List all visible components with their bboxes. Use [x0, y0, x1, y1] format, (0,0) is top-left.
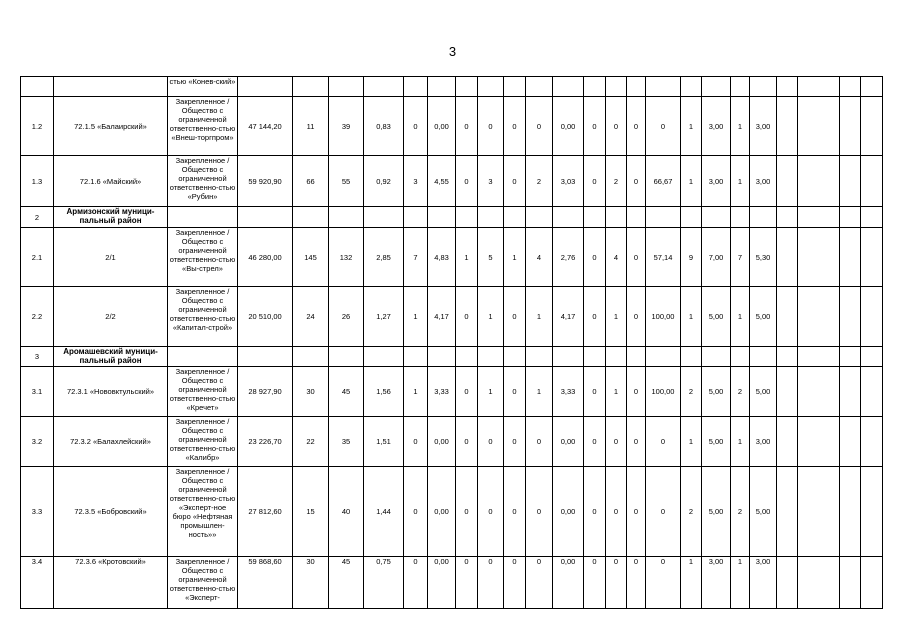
value-cell — [526, 347, 553, 367]
value-cell — [798, 557, 840, 609]
lease-type-cell: Закрепленное / Общество с ограниченной ответственно-стью «Вы-стрел» — [168, 228, 238, 287]
value-cell — [681, 207, 702, 228]
table-row — [21, 97, 883, 156]
value-cell — [861, 97, 883, 156]
value-cell: 0,00 — [428, 557, 456, 609]
value-cell: 26 — [329, 287, 364, 347]
value-cell: 0 — [504, 97, 526, 156]
value-cell: 1 — [681, 156, 702, 207]
value-cell — [238, 347, 293, 367]
value-cell: 1 — [606, 287, 627, 347]
value-cell — [750, 77, 777, 97]
value-cell: 2 — [606, 156, 627, 207]
value-cell — [840, 228, 861, 287]
value-cell — [777, 287, 798, 347]
value-cell — [861, 77, 883, 97]
value-cell: 1,27 — [364, 287, 404, 347]
row-number-cell: 3.4 — [21, 557, 54, 609]
name-cell: 72.3.6 «Кротовский» — [54, 557, 168, 609]
name-cell: Аромашевский муници-пальный район — [54, 347, 168, 367]
value-cell: 7 — [731, 228, 750, 287]
value-cell: 1 — [526, 287, 553, 347]
value-cell: 1 — [504, 228, 526, 287]
value-cell: 2 — [681, 367, 702, 417]
value-cell — [798, 156, 840, 207]
value-cell — [456, 347, 478, 367]
value-cell: 1 — [526, 367, 553, 417]
page-number: 3 — [448, 44, 457, 59]
value-cell: 0 — [627, 228, 646, 287]
value-cell: 0 — [504, 417, 526, 467]
value-cell: 0 — [627, 367, 646, 417]
value-cell: 55 — [329, 156, 364, 207]
value-cell — [504, 77, 526, 97]
value-cell — [702, 347, 731, 367]
value-cell — [627, 347, 646, 367]
lease-type-cell: Закрепленное / Общество с ограниченной ответственно-стью «Внеш-торгпром» — [168, 97, 238, 156]
value-cell: 3,00 — [702, 97, 731, 156]
lease-type-cell: Закрепленное / Общество с ограниченной ответственно-стью «Калибр» — [168, 417, 238, 467]
value-cell: 5,00 — [750, 467, 777, 557]
value-cell: 1,56 — [364, 367, 404, 417]
value-cell — [798, 207, 840, 228]
value-cell — [731, 77, 750, 97]
value-cell: 0 — [584, 287, 606, 347]
value-cell: 0 — [584, 156, 606, 207]
value-cell: 5,00 — [702, 367, 731, 417]
name-cell: Армизонский муници-пальный район — [54, 207, 168, 228]
value-cell — [606, 207, 627, 228]
value-cell: 0,00 — [553, 557, 584, 609]
value-cell — [840, 77, 861, 97]
value-cell: 0,75 — [364, 557, 404, 609]
value-cell: 24 — [293, 287, 329, 347]
value-cell: 2,76 — [553, 228, 584, 287]
value-cell: 100,00 — [646, 367, 681, 417]
value-cell: 0 — [646, 417, 681, 467]
value-cell — [606, 77, 627, 97]
value-cell: 0 — [456, 467, 478, 557]
table-row — [21, 557, 883, 609]
value-cell: 1 — [681, 97, 702, 156]
value-cell — [798, 77, 840, 97]
value-cell — [553, 77, 584, 97]
value-cell: 45 — [329, 557, 364, 609]
value-cell — [478, 347, 504, 367]
value-cell: 2 — [731, 367, 750, 417]
value-cell: 0 — [404, 417, 428, 467]
value-cell: 3,00 — [750, 557, 777, 609]
row-number-cell: 3.3 — [21, 467, 54, 557]
value-cell: 4 — [526, 228, 553, 287]
lease-type-cell: стью «Конев-ский» — [168, 77, 238, 97]
value-cell — [584, 347, 606, 367]
value-cell: 0 — [646, 557, 681, 609]
value-cell — [293, 77, 329, 97]
value-cell: 1,44 — [364, 467, 404, 557]
value-cell — [798, 228, 840, 287]
name-cell: 72.1.5 «Балаирский» — [54, 97, 168, 156]
value-cell: 132 — [329, 228, 364, 287]
value-cell: 0 — [584, 417, 606, 467]
lease-type-cell — [168, 347, 238, 367]
value-cell — [428, 207, 456, 228]
value-cell — [798, 367, 840, 417]
value-cell: 3 — [404, 156, 428, 207]
name-cell — [54, 77, 168, 97]
value-cell: 23 226,70 — [238, 417, 293, 467]
value-cell — [777, 557, 798, 609]
value-cell: 5,30 — [750, 228, 777, 287]
value-cell: 7,00 — [702, 228, 731, 287]
value-cell — [584, 77, 606, 97]
value-cell — [861, 467, 883, 557]
value-cell: 0 — [456, 557, 478, 609]
value-cell: 0 — [526, 467, 553, 557]
value-cell: 0 — [584, 557, 606, 609]
value-cell: 47 144,20 — [238, 97, 293, 156]
value-cell: 35 — [329, 417, 364, 467]
value-cell — [364, 77, 404, 97]
value-cell: 0 — [526, 557, 553, 609]
lease-type-cell: Закрепленное / Общество с ограниченной ответственно-стью «Эксперт-ное бюро «Нефтяная промышлен-ность»» — [168, 467, 238, 557]
value-cell: 0 — [504, 467, 526, 557]
value-cell — [777, 97, 798, 156]
value-cell: 0,92 — [364, 156, 404, 207]
value-cell — [777, 228, 798, 287]
row-number-cell: 3.1 — [21, 367, 54, 417]
value-cell — [731, 207, 750, 228]
value-cell: 0 — [404, 557, 428, 609]
value-cell — [364, 347, 404, 367]
value-cell — [329, 77, 364, 97]
value-cell: 57,14 — [646, 228, 681, 287]
value-cell: 0 — [646, 467, 681, 557]
value-cell — [861, 347, 883, 367]
value-cell — [478, 77, 504, 97]
row-number-cell: 1.2 — [21, 97, 54, 156]
value-cell: 4 — [606, 228, 627, 287]
value-cell — [404, 77, 428, 97]
value-cell — [553, 207, 584, 228]
value-cell: 1 — [404, 367, 428, 417]
value-cell — [504, 347, 526, 367]
value-cell — [861, 417, 883, 467]
value-cell: 1,51 — [364, 417, 404, 467]
value-cell — [840, 467, 861, 557]
value-cell: 28 927,90 — [238, 367, 293, 417]
value-cell — [478, 207, 504, 228]
value-cell: 0 — [584, 367, 606, 417]
value-cell — [861, 367, 883, 417]
row-number-cell: 2.2 — [21, 287, 54, 347]
value-cell — [861, 207, 883, 228]
value-cell: 5,00 — [702, 417, 731, 467]
value-cell — [750, 207, 777, 228]
value-cell: 0,00 — [428, 467, 456, 557]
value-cell: 1 — [681, 287, 702, 347]
value-cell: 40 — [329, 467, 364, 557]
value-cell: 5,00 — [702, 287, 731, 347]
value-cell — [777, 156, 798, 207]
value-cell: 66,67 — [646, 156, 681, 207]
value-cell: 0 — [606, 417, 627, 467]
value-cell: 0 — [584, 467, 606, 557]
value-cell: 2 — [731, 467, 750, 557]
value-cell — [456, 77, 478, 97]
value-cell: 30 — [293, 367, 329, 417]
value-cell — [840, 347, 861, 367]
value-cell — [526, 207, 553, 228]
value-cell — [861, 557, 883, 609]
value-cell — [840, 557, 861, 609]
value-cell — [798, 287, 840, 347]
value-cell: 0 — [627, 417, 646, 467]
table-row — [21, 367, 883, 417]
value-cell: 0 — [456, 156, 478, 207]
value-cell — [681, 77, 702, 97]
lease-type-cell — [168, 207, 238, 228]
value-cell — [840, 287, 861, 347]
value-cell — [777, 367, 798, 417]
table-row — [21, 207, 883, 228]
value-cell — [840, 156, 861, 207]
name-cell: 72.3.5 «Бобровский» — [54, 467, 168, 557]
table-row — [21, 287, 883, 347]
value-cell: 15 — [293, 467, 329, 557]
value-cell: 11 — [293, 97, 329, 156]
value-cell: 3,00 — [750, 97, 777, 156]
value-cell: 0,00 — [553, 467, 584, 557]
value-cell: 0 — [504, 156, 526, 207]
value-cell — [777, 77, 798, 97]
value-cell: 3,00 — [702, 156, 731, 207]
value-cell: 27 812,60 — [238, 467, 293, 557]
value-cell: 5 — [478, 228, 504, 287]
value-cell: 5,00 — [702, 467, 731, 557]
row-number-cell: 1.3 — [21, 156, 54, 207]
value-cell: 1 — [478, 367, 504, 417]
value-cell — [329, 207, 364, 228]
value-cell: 4,17 — [553, 287, 584, 347]
value-cell — [404, 207, 428, 228]
value-cell: 0 — [456, 417, 478, 467]
value-cell: 0 — [478, 557, 504, 609]
table-row — [21, 467, 883, 557]
value-cell: 0 — [456, 97, 478, 156]
name-cell: 72.3.2 «Балахлейский» — [54, 417, 168, 467]
value-cell: 4,17 — [428, 287, 456, 347]
value-cell — [798, 347, 840, 367]
value-cell: 0 — [526, 97, 553, 156]
value-cell: 1 — [681, 557, 702, 609]
value-cell: 66 — [293, 156, 329, 207]
value-cell — [428, 347, 456, 367]
value-cell: 1 — [731, 97, 750, 156]
value-cell — [777, 207, 798, 228]
value-cell — [606, 347, 627, 367]
name-cell: 2/1 — [54, 228, 168, 287]
value-cell: 0 — [584, 97, 606, 156]
value-cell — [750, 347, 777, 367]
value-cell: 0 — [456, 287, 478, 347]
row-number-cell: 3 — [21, 347, 54, 367]
value-cell: 2 — [681, 467, 702, 557]
value-cell — [840, 417, 861, 467]
value-cell: 0,00 — [553, 417, 584, 467]
value-cell: 1 — [478, 287, 504, 347]
value-cell: 5,00 — [750, 287, 777, 347]
table-row — [21, 156, 883, 207]
value-cell: 0 — [627, 467, 646, 557]
value-cell: 1 — [731, 557, 750, 609]
value-cell: 1 — [731, 417, 750, 467]
value-cell — [404, 347, 428, 367]
value-cell — [798, 97, 840, 156]
value-cell: 4,83 — [428, 228, 456, 287]
value-cell: 1 — [606, 367, 627, 417]
value-cell: 0 — [606, 467, 627, 557]
value-cell: 0 — [646, 97, 681, 156]
value-cell: 1 — [681, 417, 702, 467]
value-cell — [238, 207, 293, 228]
name-cell: 72.1.6 «Майский» — [54, 156, 168, 207]
value-cell: 45 — [329, 367, 364, 417]
value-cell: 59 868,60 — [238, 557, 293, 609]
value-cell: 3,00 — [750, 417, 777, 467]
value-cell: 0 — [478, 417, 504, 467]
value-cell — [329, 347, 364, 367]
value-cell: 1 — [731, 287, 750, 347]
value-cell: 2,85 — [364, 228, 404, 287]
value-cell: 2 — [526, 156, 553, 207]
value-cell: 100,00 — [646, 287, 681, 347]
value-cell — [702, 207, 731, 228]
value-cell — [504, 207, 526, 228]
value-cell: 46 280,00 — [238, 228, 293, 287]
table-row — [21, 77, 883, 97]
value-cell — [526, 77, 553, 97]
value-cell — [777, 467, 798, 557]
value-cell — [646, 77, 681, 97]
table-row — [21, 417, 883, 467]
lease-type-cell: Закрепленное / Общество с ограниченной ответственно-стью «Рубин» — [168, 156, 238, 207]
value-cell — [553, 347, 584, 367]
value-cell: 3,33 — [553, 367, 584, 417]
value-cell — [646, 347, 681, 367]
value-cell: 59 920,90 — [238, 156, 293, 207]
value-cell — [627, 77, 646, 97]
value-cell — [584, 207, 606, 228]
value-cell — [364, 207, 404, 228]
value-cell: 3 — [478, 156, 504, 207]
value-cell: 0 — [526, 417, 553, 467]
value-cell: 0 — [627, 156, 646, 207]
value-cell — [861, 287, 883, 347]
value-cell: 0 — [627, 557, 646, 609]
value-cell: 3,03 — [553, 156, 584, 207]
value-cell: 0 — [504, 287, 526, 347]
value-cell — [798, 417, 840, 467]
value-cell: 0,00 — [428, 97, 456, 156]
name-cell: 2/2 — [54, 287, 168, 347]
value-cell: 0,83 — [364, 97, 404, 156]
value-cell — [681, 347, 702, 367]
value-cell: 0,00 — [428, 417, 456, 467]
value-cell: 20 510,00 — [238, 287, 293, 347]
value-cell — [840, 97, 861, 156]
value-cell: 3,00 — [702, 557, 731, 609]
value-cell: 0 — [606, 97, 627, 156]
lease-type-cell: Закрепленное / Общество с ограниченной ответственно-стью «Капитал-строй» — [168, 287, 238, 347]
value-cell — [428, 77, 456, 97]
value-cell — [293, 207, 329, 228]
value-cell: 0 — [627, 287, 646, 347]
value-cell — [777, 347, 798, 367]
value-cell: 0 — [478, 467, 504, 557]
value-cell — [777, 417, 798, 467]
value-cell: 1 — [731, 156, 750, 207]
value-cell: 22 — [293, 417, 329, 467]
lease-type-cell: Закрепленное / Общество с ограниченной ответственно-стью «Кречет» — [168, 367, 238, 417]
value-cell: 7 — [404, 228, 428, 287]
value-cell — [840, 367, 861, 417]
value-cell — [702, 77, 731, 97]
value-cell: 3,00 — [750, 156, 777, 207]
value-cell: 145 — [293, 228, 329, 287]
name-cell: 72.3.1 «Нововктульский» — [54, 367, 168, 417]
value-cell: 5,00 — [750, 367, 777, 417]
value-cell: 9 — [681, 228, 702, 287]
value-cell — [861, 156, 883, 207]
value-cell — [861, 228, 883, 287]
row-number-cell: 2.1 — [21, 228, 54, 287]
value-cell: 3,33 — [428, 367, 456, 417]
row-number-cell: 2 — [21, 207, 54, 228]
hunting-grounds-table — [20, 76, 883, 609]
value-cell — [840, 207, 861, 228]
value-cell: 0 — [504, 557, 526, 609]
value-cell: 0 — [606, 557, 627, 609]
value-cell — [293, 347, 329, 367]
value-cell — [731, 347, 750, 367]
value-cell: 1 — [456, 228, 478, 287]
table-row — [21, 228, 883, 287]
row-number-cell: 3.2 — [21, 417, 54, 467]
value-cell — [456, 207, 478, 228]
value-cell: 0 — [627, 97, 646, 156]
value-cell: 39 — [329, 97, 364, 156]
value-cell: 1 — [404, 287, 428, 347]
value-cell — [798, 467, 840, 557]
lease-type-cell: Закрепленное / Общество с ограниченной ответственно-стью «Эксперт- — [168, 557, 238, 609]
value-cell: 4,55 — [428, 156, 456, 207]
value-cell — [646, 207, 681, 228]
value-cell: 0 — [584, 228, 606, 287]
value-cell: 0 — [404, 97, 428, 156]
row-number-cell — [21, 77, 54, 97]
value-cell: 0,00 — [553, 97, 584, 156]
table-row — [21, 347, 883, 367]
value-cell: 0 — [478, 97, 504, 156]
value-cell — [238, 77, 293, 97]
value-cell: 30 — [293, 557, 329, 609]
value-cell: 0 — [404, 467, 428, 557]
value-cell: 0 — [504, 367, 526, 417]
value-cell — [627, 207, 646, 228]
value-cell: 0 — [456, 367, 478, 417]
